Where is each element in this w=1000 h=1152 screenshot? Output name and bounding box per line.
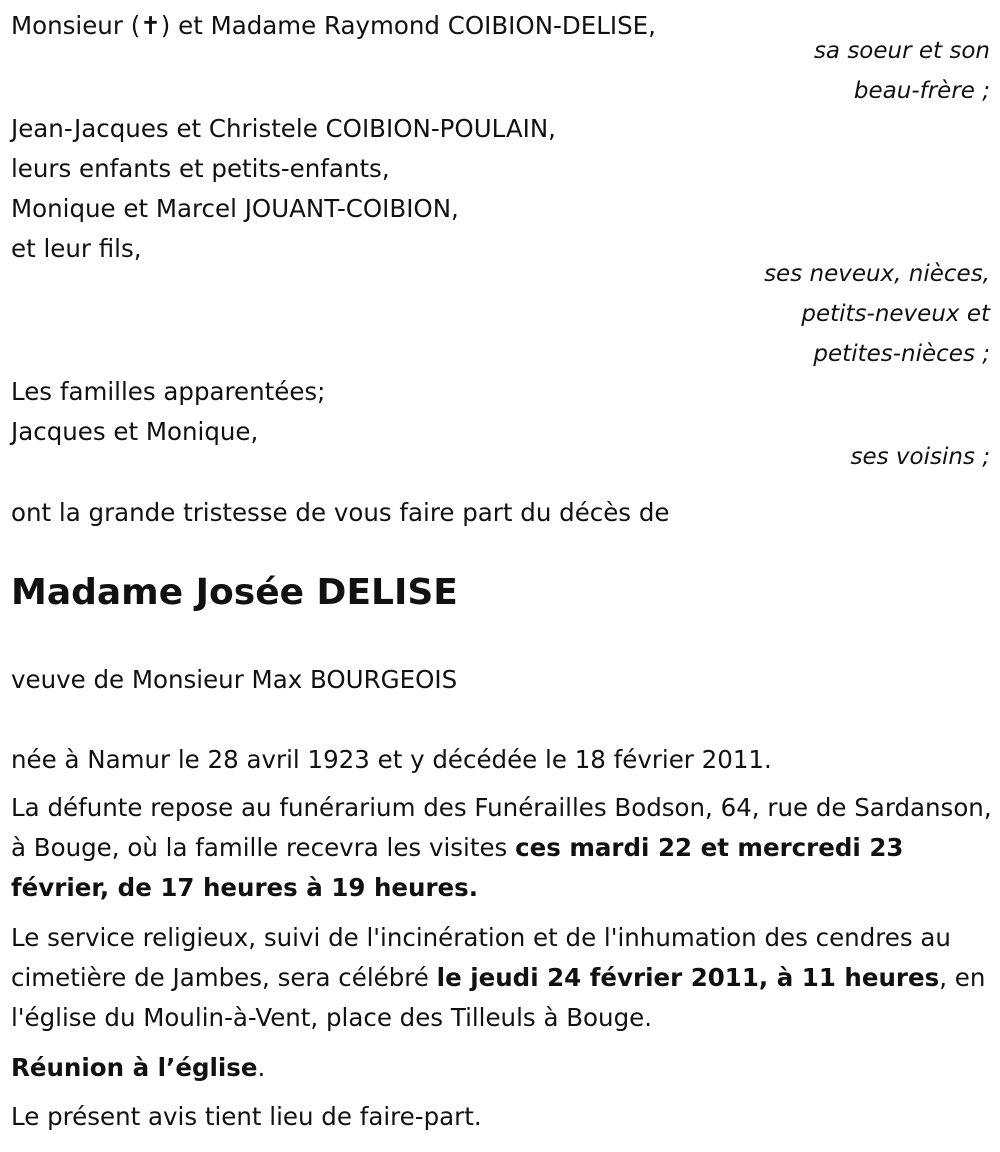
family-line-niece: Monique et Marcel JOUANT-COIBION, — [11, 194, 459, 223]
family-line-relatives: Les familles apparentées; — [11, 377, 326, 406]
role-nephews-line3: petites-nièces ; — [813, 341, 990, 367]
family-line-children: leurs enfants et petits-enfants, — [11, 154, 390, 183]
role-nephews-line1: ses neveux, nièces, — [764, 261, 990, 287]
role-sister-line1: sa soeur et son — [813, 38, 990, 64]
reunion-dot: . — [257, 1053, 266, 1082]
reunion-text: Réunion à l’église — [11, 1053, 258, 1082]
cross-icon: ✝ — [140, 11, 161, 40]
family-line-son: et leur fils, — [11, 234, 142, 263]
role-neighbors: ses voisins ; — [850, 444, 990, 470]
role-sister-line2: beau-frère ; — [853, 78, 990, 104]
service-date: le jeudi 24 février 2011, à 11 heures — [436, 963, 940, 992]
reunion-line — [11, 1048, 996, 1088]
text-segment: ) et Madame Raymond COIBION-DELISE, — [160, 11, 656, 40]
closing-line: Le présent avis tient lieu de faire-part. — [11, 1102, 482, 1131]
announcement: ont la grande tristesse de vous faire part du décès de — [11, 498, 670, 527]
visitation-paragraph — [11, 788, 996, 908]
birth-death-line: née à Namur le 28 avril 1923 et y décédée le 18 février 2011. — [11, 745, 772, 774]
service-paragraph — [11, 918, 996, 1038]
widow-line: veuve de Monsieur Max BOURGEOIS — [11, 665, 458, 694]
service-location: , en l'église du Moulin-à-Vent, place des Tilleuls à Bouge. — [11, 963, 986, 1032]
family-line-nephew1: Jean-Jacques et Christele COIBION-POULAIN, — [11, 114, 556, 143]
text-segment: Monsieur ( — [11, 11, 141, 40]
visitation-text: La défunte repose au funérarium des Funérailles Bodson, 64, rue de Sardanson, à Bouge, où la famille recevra les visites — [11, 793, 992, 862]
service-text: Le service religieux, suivi de l'incinération et de l'inhumation des cendres au cimetière de Jambes, sera célébré — [11, 923, 951, 992]
family-line-sister — [11, 11, 656, 40]
deceased-name: Madame Josée DELISE — [11, 572, 458, 613]
visitation-dates: ces mardi 22 et mercredi 23 février, de 17 heures à 19 heures. — [11, 833, 904, 902]
family-line-neighbors: Jacques et Monique, — [11, 417, 259, 446]
role-nephews-line2: petits-neveux et — [801, 301, 990, 327]
